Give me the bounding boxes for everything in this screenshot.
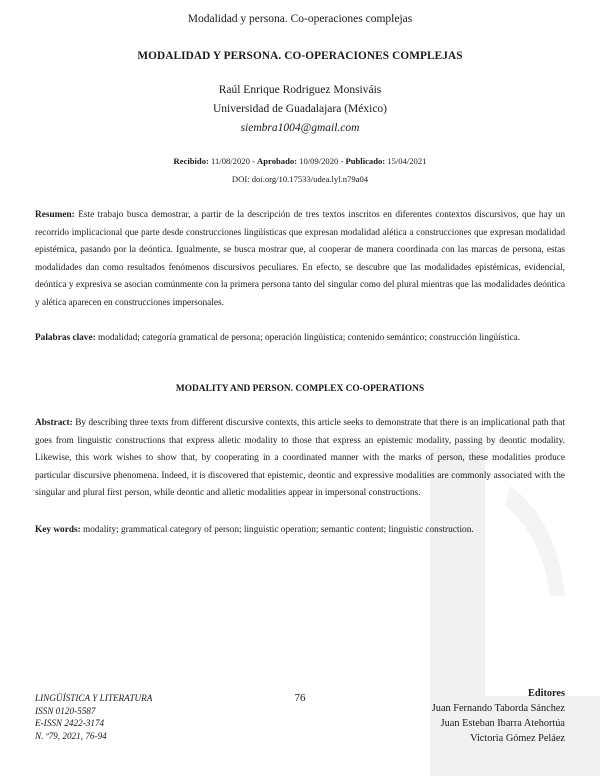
english-title: MODALITY AND PERSON. COMPLEX CO-OPERATIONS bbox=[175, 384, 425, 394]
published-label: Publicado: bbox=[345, 156, 386, 166]
editors-block bbox=[432, 686, 565, 746]
abstract-en bbox=[35, 415, 565, 503]
author-block bbox=[0, 81, 600, 138]
keywords-es-text: modalidad; categoría gramatical de persona; operación lingüística; contenido semántico; construcción lingüística. bbox=[98, 333, 521, 343]
publication-dates: Recibido: 11/08/2020 - Aprobado: 10/09/2020 - Publicado: 15/04/2021 bbox=[173, 156, 427, 166]
keywords-en bbox=[35, 522, 565, 540]
author-email[interactable]: siembra1004@gmail.com bbox=[240, 122, 360, 134]
approved-label: Aprobado: bbox=[257, 156, 298, 166]
published-date: 15/04/2021 bbox=[387, 156, 427, 166]
running-head: Modalidad y persona. Co-operaciones complejas bbox=[187, 13, 413, 25]
editor-name: Juan Fernando Taborda Sánchez bbox=[431, 703, 565, 714]
editor-name: Juan Esteban Ibarra Atehortúa bbox=[440, 718, 565, 729]
approved-date: 10/09/2020 bbox=[299, 156, 339, 166]
journal-eissn: E-ISSN 2422-3174 bbox=[35, 718, 105, 728]
journal-issue: N. º79, 2021, 76-94 bbox=[35, 730, 107, 741]
received-label: Recibido: bbox=[173, 156, 209, 166]
page-number: 76 bbox=[294, 692, 306, 704]
doi-link[interactable]: DOI: doi.org/10.17533/udea.lyl.n79a04 bbox=[231, 174, 369, 184]
abstract-es-label: Resumen: bbox=[35, 210, 75, 220]
keywords-es bbox=[35, 330, 565, 348]
author-affiliation: Universidad de Guadalajara (México) bbox=[212, 103, 388, 115]
article-title: MODALIDAD Y PERSONA. CO-OPERACIONES COMPLEJAS bbox=[137, 50, 463, 62]
author-name: Raúl Enrique Rodriguez Monsiváis bbox=[218, 84, 382, 96]
editors-label: Editores bbox=[528, 688, 565, 699]
abstract-es-text: Este trabajo busca demostrar, a partir de la descripción de tres textos inscritos en diferentes contextos discursivos, que hay un recorrido implicacional que parte desde construcciones lingüísticas que expresan modalidad alética a construcciones que expresan modalidad epistémica, pasando por la deóntica. Igualmente, se busca mostrar que, al cooperar de manera coordinada con las marcas de persona, estas modalidades dan como resultados fenómenos discursivos peculiares. En efecto, se descubre que las modalidades epistémicas, evidencial, deóntica y expresiva se asocian comúnmente con la primera persona tanto del singular como del plural mientras que las modalidades deóntica y alética aparecen en construcciones impersonales. bbox=[35, 210, 566, 308]
keywords-en-text: modality; grammatical category of person; linguistic operation; semantic content; linguistic construction. bbox=[83, 525, 474, 535]
keywords-en-label: Key words: bbox=[35, 525, 81, 535]
abstract-en-label: Abstract: bbox=[35, 418, 73, 428]
journal-name: LINGÜÍSTICA Y LITERATURA bbox=[35, 693, 153, 703]
keywords-es-label: Palabras clave: bbox=[35, 333, 96, 343]
editor-name: Victoria Gómez Peláez bbox=[470, 733, 565, 744]
abstract-es bbox=[35, 207, 565, 312]
received-date: 11/08/2020 bbox=[211, 156, 250, 166]
journal-issn: ISSN 0120-5587 bbox=[35, 705, 96, 716]
abstract-en-text: By describing three texts from different discursive contexts, this article seeks to demonstrate that there is an implicational path that goes from linguistic constructions that express alletic modality to those that express an epistemic modality, passing by deontic modality. Likewise, this work wishes to show that, by cooperating in a coordinated manner with the marks of person, these modalities produce particular discursive phenomena. Indeed, it is discovered that epistemic, deontic and expressive modalities are commonly associated with the singular and plural first person, while deontic and alletic modalities appear in impersonal constructions. bbox=[35, 418, 566, 498]
